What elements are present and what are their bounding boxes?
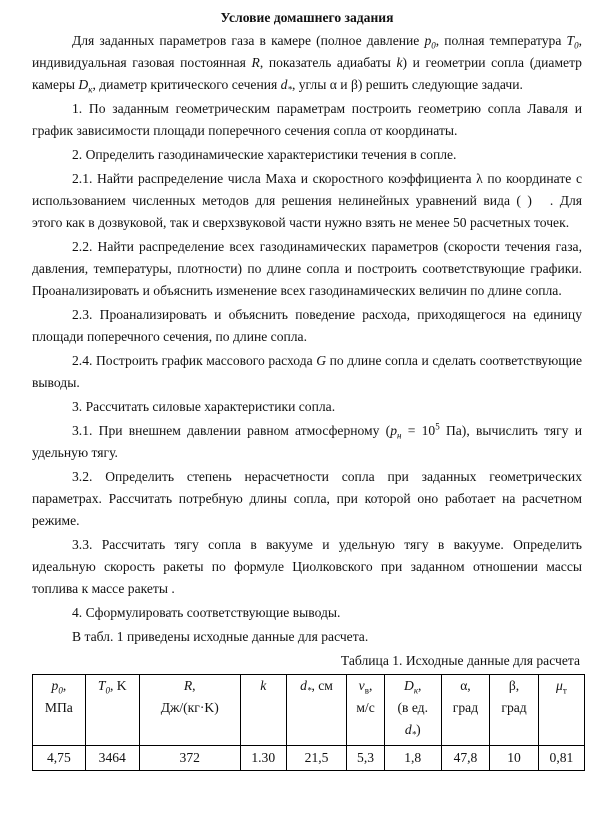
table-cell: 21,5 [286, 746, 346, 771]
header-cell: $d_*$, см [286, 675, 346, 746]
task-3: 3. Рассчитать силовые характеристики сопла. [72, 399, 336, 414]
task-2-2: 2.2. Найти распределение всех газодинамических параметров (скорости течения газа, давления, температуры, плотности) по длине сопла и построить соответствующие графики. Проанализировать и объяснить изменение всех газодинамических величин по длине сопла. [32, 239, 582, 298]
task-3-1: 3.1. При внешнем давлении равном атмосферному ($p_н = 10^5$ Па), вычислить тягу и удельную тягу. [32, 421, 582, 460]
table-row [33, 746, 585, 771]
input-data-table [32, 674, 585, 771]
page-title: Условие домашнего задания [220, 10, 394, 25]
header-cell: α, град [441, 675, 490, 746]
header-cell: $\nu_в$, м/с [347, 675, 385, 746]
table-cell: 47,8 [441, 746, 490, 771]
task-2-1: 2.1. Найти распределение числа Маха и скоростного коэффициента λ по координате с использованием численных методов для решения нелинейных уравнений вида ( ) . Для этого как в дозвуковой, так и сверхзвуковой части нужно взять не менее 50 расчетных точек. [32, 171, 583, 230]
table-cell: 372 [139, 746, 240, 771]
table-cell: 1.30 [240, 746, 286, 771]
table-cell: 4,75 [33, 746, 86, 771]
header-cell: $p_0$, МПа [33, 675, 86, 746]
header-cell: R, Дж/(кг·K) [139, 675, 240, 746]
task-1: 1. По заданным геометрическим параметрам построить геометрию сопла Лаваля и график зависимости площади поперечного сечения сопла от координаты. [32, 101, 582, 138]
header-cell: $T_0$, K [85, 675, 139, 746]
header-cell: β, град [490, 675, 539, 746]
table-reference: В табл. 1 приведены исходные данные для расчета. [72, 629, 369, 644]
header-cell: $\mu_т$ [538, 675, 584, 746]
table-cell: 10 [490, 746, 539, 771]
task-2: 2. Определить газодинамические характеристики течения в сопле. [72, 147, 457, 162]
header-cell: $D_к$, (в ед. $d_*$) [384, 675, 441, 746]
table-cell: 5,3 [347, 746, 385, 771]
task-4: 4. Сформулировать соответствующие выводы. [72, 605, 341, 620]
table-caption: Таблица 1. Исходные данные для расчета [340, 653, 580, 668]
intro-paragraph: Для заданных параметров газа в камере (полное давление $p_0$, полная температура $T_0$, индивидуальная газовая постоянная R, показатель адиабаты k) и геометрии сопла (диаметр камеры $D_к$, диаметр критического сечения $d_*$, углы α и β) решить следующие задачи. [32, 33, 582, 95]
task-3-3: 3.3. Рассчитать тягу сопла в вакууме и удельную тягу в вакууме. Определить идеальную скорость ракеты по формуле Циолковского при заданном отношении массы топлива к массе ракеты . [32, 537, 582, 596]
table-cell: 1,8 [384, 746, 441, 771]
task-2-4: 2.4. Построить график массового расхода G по длине сопла и сделать соответствующие выводы. [32, 353, 582, 390]
table-cell: 0,81 [538, 746, 584, 771]
header-cell: k [240, 675, 286, 746]
task-2-3: 2.3. Проанализировать и объяснить поведение расхода, приходящегося на единицу площади поперечного сечения, по длине сопла. [32, 307, 582, 344]
table-header-row [33, 675, 585, 746]
task-3-2: 3.2. Определить степень нерасчетности сопла при заданных геометрических параметрах. Рассчитать потребную длины сопла, при которой оно работает на расчетном режиме. [32, 469, 582, 528]
table-cell: 3464 [85, 746, 139, 771]
